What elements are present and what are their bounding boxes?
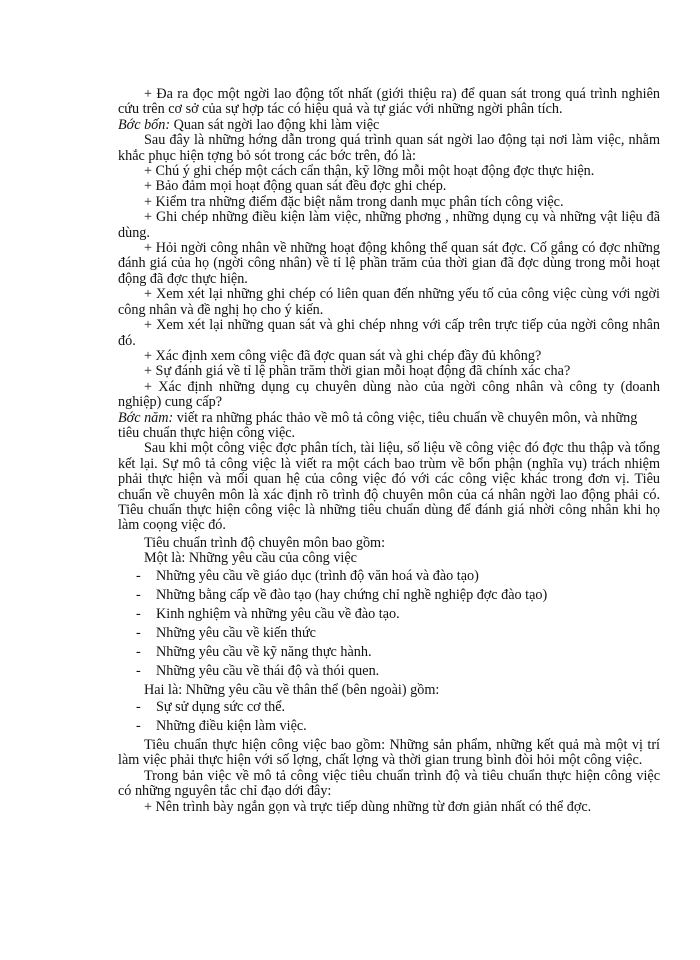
list-item: + Hỏi ngời công nhân về những hoạt động không thể quan sát đợc. Cố gắng có đợc những đánh giá của họ (ngời công nhân) về tỉ lệ phần trăm của thời gian đã đợc dùng trong mỗi hoạt động đã đợc thực hiện. (118, 240, 660, 287)
body-paragraph: Sau đây là những hớng dẫn trong quá trình quan sát ngời lao động tại nơi làm việc, nhằm khắc phục hiện tợng bỏ sót trong các bớc trên, đó là: (118, 132, 660, 164)
list-item: + Xem xét lại những ghi chép có liên quan đến những yếu tố của công việc cùng với ngời công nhân và đề nghị họ cho ý kiến. (118, 286, 660, 318)
step-label: Bớc năm: (118, 409, 174, 426)
group-title: Hai là: Những yêu cầu về thân thể (bên ngoài) gồm: (144, 681, 440, 698)
requirements-list (118, 569, 660, 679)
list-item: + Xác định những dụng cụ chuyên dùng nào của ngời công nhân và công ty (doanh nghiệp) cung cấp? (118, 378, 660, 411)
list-item: + Nên trình bày ngắn gọn và trực tiếp dùng những từ đơn giản nhất có thể đợc. (144, 798, 592, 815)
body-paragraph: + Đa ra đọc một ngời lao động tốt nhất (giới thiệu ra) để quan sát trong quá trình nghiên cứu trên cơ sở của sự hợp tác có hiệu quả và tự giác với những ngời phân tích. (118, 86, 660, 118)
list-item: - Những yêu cầu về thái độ và thói quen. (136, 662, 380, 679)
dash-marker: - (136, 605, 141, 622)
list-item: + Kiểm tra những điểm đặc biệt nằm trong danh mục phân tích công việc. (144, 193, 564, 210)
list-item: - Sự sử dụng sức cơ thể. (136, 699, 286, 715)
list-item: - Kinh nghiệm và những yêu cầu về đào tạo. (136, 605, 400, 622)
list-item: - Những điều kiện làm việc. (136, 718, 307, 734)
step-label: Bớc bốn: (118, 116, 171, 133)
step-title: viết ra những phác thảo về mô tả công việc, tiêu chuẩn về chuyên môn, và những tiêu chuẩn thực hiện công việc. (118, 409, 638, 441)
body-paragraph: Sau khi một công việc đợc phân tích, tài liệu, số liệu về công việc đó đợc thu thập và tổng kết lại. Sự mô tả công việc là viết ra một cách bao trùm về bổn phận (nghĩa vụ) trách nhiệm phải thực hiện và mối quan hệ của công việc đó với các công việc khác trong đơn vị. Tiêu chuẩn về chuyên môn là xác định rõ trình độ chuyên môn của cá nhân ngời lao động phải có. Tiêu chuẩn thực hiện công việc là những tiêu chuẩn dùng để đánh giá nhời công nhân khi họ làm coọng việc đó. (118, 440, 660, 534)
document-page (118, 87, 660, 815)
dash-marker: - (136, 586, 141, 603)
list-item: + Ghi chép những điều kiện làm việc, những phơng , những dụng cụ và những vật liệu đã dùng. (118, 209, 660, 241)
list-item: + Sự đánh giá về tỉ lệ phần trăm thời gian mỗi hoạt động đã chính xác cha? (144, 363, 571, 380)
step-heading-4 (118, 118, 660, 133)
list-item: + Bảo đảm mọi hoạt động quan sát đều đợc ghi chép. (144, 178, 447, 195)
list-item: - Những yêu cầu về kiến thức (136, 624, 316, 641)
physical-list (118, 700, 660, 734)
dash-marker: - (136, 624, 141, 641)
group-title: Một là: Những yêu cầu của công việc (144, 550, 357, 567)
list-item: + Xem xét lại những quan sát và ghi chép nhng với cấp trên trực tiếp của ngời công nhân đó. (118, 317, 660, 349)
dash-marker: - (136, 699, 141, 715)
section-heading: Tiêu chuẩn trình độ chuyên môn bao gồm: (144, 534, 386, 551)
step-title: Quan sát ngời lao động khi làm việc (170, 116, 380, 133)
list-item: - Những yêu cầu về giáo dục (trình độ văn hoá và đào tạo) (136, 567, 479, 584)
list-item: - Những yêu cầu về kỹ năng thực hành. (136, 643, 372, 660)
list-item: + Xác định xem công việc đã đợc quan sát và ghi chép đầy đủ không? (144, 347, 542, 364)
dash-marker: - (136, 643, 141, 660)
list-item: + Chú ý ghi chép một cách cẩn thận, kỹ lỡng mỗi một hoạt động đợc thực hiện. (144, 163, 595, 180)
body-paragraph: Tiêu chuẩn thực hiện công việc bao gồm: Những sản phẩm, những kết quả mà một vị trí làm việc phải thực hiện với số lợng, chất lợng và thời gian trung bình đòi hỏi một công việc. (118, 737, 660, 769)
dash-marker: - (136, 662, 141, 679)
dash-marker: - (136, 567, 141, 584)
step-heading-5 (118, 411, 660, 442)
body-paragraph: Trong bản việc về mô tả công việc tiêu chuẩn trình độ và tiêu chuẩn thực hiện công việc có những nguyên tắc chỉ đạo dới đây: (118, 767, 660, 800)
list-item: - Những bằng cấp về đào tạo (hay chứng chỉ nghề nghiệp đợc đào tạo) (136, 586, 548, 603)
dash-marker: - (136, 718, 141, 734)
